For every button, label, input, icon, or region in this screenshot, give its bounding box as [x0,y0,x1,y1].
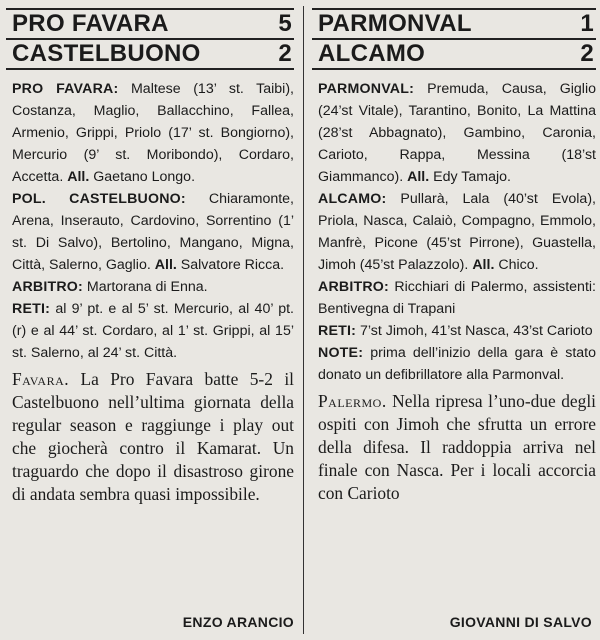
notes-text: prima dell’inizio della gara è stato donato un defibrillatore alla Parmonval. [318,345,596,383]
away-lineup-players: Pullarà, Lala (40’st Evola), Priola, Nasca, Calaiò, Compagno, Emmolo, Manfrè, Picone (45’st Pirrone), Guastella, Jimoh (45’st Palazzolo). [318,191,596,273]
home-coach-label: All. [407,169,430,185]
home-score-row [312,10,596,38]
goals-label: RETI: [318,323,357,339]
away-lineup [6,188,294,276]
away-coach-label: All. [154,257,177,273]
goals [312,320,596,342]
away-score-row [6,38,294,68]
goals-text: 7’st Jimoh, 41’st Nasca, 43’st Carioto [360,323,593,339]
referee-name: Ricchiari di Palermo, assistenti: Bentivegna di Trapani [318,279,596,317]
home-score-row [6,10,294,38]
home-lineup [6,78,294,188]
away-team-name: CASTELBUONO [12,40,201,67]
home-lineup-label: PRO FAVARA: [12,81,119,97]
away-score-row [312,38,596,68]
scoreboard [6,8,294,70]
referee [6,276,294,298]
referee-name: Martorana di Enna. [86,279,208,295]
notes-label: NOTE: [318,345,364,361]
report-dateline: Palermo. [318,391,387,411]
report-text: Nella ripresa l’uno-due degli ospiti con Jimoh che sfrutta un errore della difesa. Il raddoppia arriva nel finale con Nasca. Per i locali accorcia con Carioto [318,391,596,503]
scoreboard [312,8,596,70]
home-coach: Gaetano Longo. [93,169,196,185]
referee-label: ARBITRO: [318,279,389,295]
report-dateline: Favara. [12,369,70,389]
away-team-score: 2 [278,40,292,67]
referee-label: ARBITRO: [12,279,83,295]
away-lineup-players: Chiaramonte, Arena, Inserauto, Cardovino, Sorrentino (1’ st. Di Salvo), Bertolino, Mangano, Migna, Città, Salerno, Gaglio. [12,191,294,273]
home-team-score: 5 [278,10,292,37]
away-team-score: 2 [580,40,594,67]
home-coach: Edy Tamajo. [433,169,511,185]
home-coach-label: All. [67,169,90,185]
home-team-name: PRO FAVARA [12,10,169,37]
home-lineup [312,78,596,188]
home-lineup-label: PARMONVAL: [318,81,415,97]
match-report [6,368,294,506]
goals-text: al 9’ pt. e al 5’ st. Mercurio, al 40’ pt. (r) e al 44’ st. Cordaro, al 1’ st. Grippi, al 15’ st. Salerno, al 24’ st. Città. [12,301,294,361]
away-lineup-label: POL. CASTELBUONO: [12,191,186,207]
home-team-score: 1 [580,10,594,37]
referee [312,276,596,320]
goals [6,298,294,364]
home-lineup-players: Maltese (13’ st. Taibi), Costanza, Maglio, Ballacchino, Fallea, Armenio, Grippi, Priolo (17’ st. Bongiorno), Mercurio (9’ st. Moribondo), Cordaro, Accetta. [12,81,294,185]
author-byline: GIOVANNI DI SALVO [449,614,592,630]
column-divider [303,6,304,634]
author-byline: ENZO ARANCIO [182,614,294,630]
away-coach: Chico. [498,257,539,273]
away-team-name: ALCAMO [318,40,426,67]
away-lineup-label: ALCAMO: [318,191,387,207]
home-team-name: PARMONVAL [318,10,472,37]
away-coach-label: All. [472,257,495,273]
notes [312,342,596,386]
away-coach: Salvatore Ricca. [180,257,285,273]
match-column-right [312,8,596,632]
match-column-left [6,8,298,632]
home-lineup-players: Premuda, Causa, Giglio (24’st Vitale), Tarantino, Bonito, La Mattina (28’st Abbagnato), Gambino, Caronia, Carioto, Rappa, Messina (18’st Giammanco). [318,81,596,185]
goals-label: RETI: [12,301,51,317]
match-report [312,390,596,505]
report-text: La Pro Favara batte 5-2 il Castelbuono nell’ultima giornata della regular season e raggiunge i play out che giocherà contro il Kamarat. Un traguardo che dopo il disastroso girone di andata sembra quasi impossibile. [12,369,294,504]
away-lineup [312,188,596,276]
